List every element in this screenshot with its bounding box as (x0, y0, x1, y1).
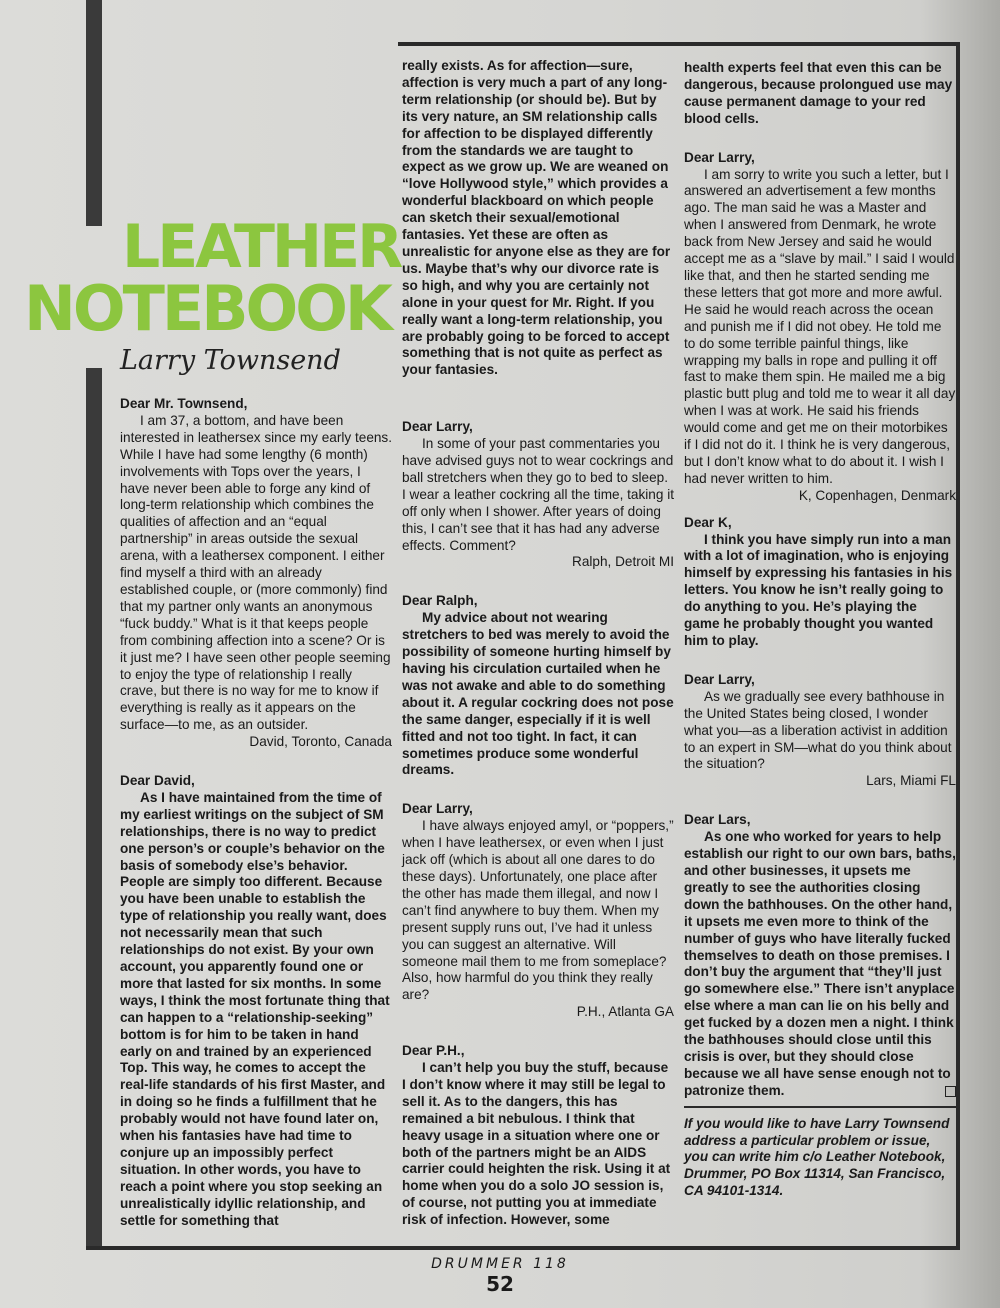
reader-letter: I am 37, a bottom, and have been interested in leathersex since my early teens. While I have had some lengthy (6 month) involvements with Tops over the years, I have never been able to forge any kind of long-term relationship which combines the qualities of affection and an “equal partnership” in areas outside the sexual arena, with a leathersex component. I either find myself a third with an already established couple, or (more commonly) find that my partner only wants an anonymous “fuck buddy.” What is it that keeps people from combining affection into a scene? Or is it just me? I have seen other people seeming to enjoy the type of relationship I really crave, but there is no way for me to know if everything is really as it appears on the surface—to me, as an outsider. (120, 412, 393, 733)
salutation: Dear David, (120, 773, 195, 789)
text-column-3 (684, 60, 956, 1200)
columnist-reply: I can’t help you buy the stuff, because I don’t know where it may still be legal to sell it. As to the dangers, this has remained a bit nebulous. I think that heavy usage in a situation where one or both of the partners might be an AIDS carrier could heighten the risk. Using it at home when you do a solo JO session is, of course, not putting you at immediate risk of infection. However, some (402, 1060, 671, 1228)
footnote-rule (684, 1106, 956, 1108)
column-title-line2: NOTEBOOK (24, 272, 390, 345)
decorative-vertical-bar-top (86, 0, 102, 226)
salutation: Dear Ralph, (402, 593, 478, 609)
columnist-reply (684, 829, 956, 1100)
salutation: Dear Mr. Townsend, (120, 396, 248, 411)
letter-signature: David, Toronto, Canada (249, 734, 392, 750)
column-title-line1: LEATHER (122, 212, 401, 282)
salutation: Dear Larry, (402, 419, 473, 435)
letter-signature: K, Copenhagen, Denmark (798, 487, 956, 503)
decorative-vertical-bar-bottom (86, 368, 102, 1246)
author-byline: Larry Townsend (120, 345, 341, 376)
salutation: Dear Larry, (402, 801, 473, 817)
columnist-reply-continued: health experts feel that even this can be dangerous, because prolongued use may cause permanent damage to your red blood cells. (684, 60, 953, 126)
letter-signature: P.H., Atlanta GA (576, 1004, 674, 1020)
top-rule (398, 42, 958, 46)
letter-signature: Ralph, Detroit MI (572, 554, 674, 570)
reply-text: As one who worked for years to help establish our right to our own bars, baths, and other businesses, it upsets me greatly to see the authorities closing down the bathhouses. On the other hand, it upsets me even more to think of the number of guys who have literally fucked themselves to death on those premises. I don’t buy the argument that “they’ll just go somewhere else.” There isn’t anyplace else where a man can lie on his belly and get fucked by a dozen men a night. I think the bathhouses should close until this crisis is over, but they should close because we all have sense enough not to patronize them. (684, 829, 956, 1098)
text-column-2 (402, 58, 674, 1229)
salutation: Dear K, (684, 514, 732, 530)
letter-signature: Lars, Miami FL (866, 773, 956, 789)
salutation: Dear Larry, (684, 671, 755, 687)
reader-letter: In some of your past commentaries you have advised guys not to wear cockrings and ball stretchers when they go to bed to sleep. I wear a leather cockring all the time, taking it off only when I shower. After years of doing this, I can’t see that it has had any adverse effects. Comment? (402, 436, 675, 553)
bottom-rule (86, 1246, 960, 1250)
salutation: Dear Larry, (684, 149, 755, 165)
columnist-reply: As I have maintained from the time of my earliest writings on the subject of SM relationships, there is no way to predict one person’s or couple’s behavior on the basis of somebody else’s behavior. People are simply too different. Because you have been unable to establish the type of relationship you really want, does not necessarily mean that such relationships do not exist. By your own account, you apparently found one or more that lasted for six months. In some ways, I think the most fortunate thing that can happen to a “relationship-seeking” bottom is for him to be taken in hand early on and trained by an experienced Top. This way, he comes to accept the real-life standards of his first Master, and in doing so he finds a fulfillment that he probably would not have found later on, when his fantasies have had time to conjure up an impossibly perfect situation. In other words, you have to reach a point where you stop seeking an unrealistically idyllic relationship, and settle for something that (120, 789, 390, 1228)
reader-letter: As we gradually see every bathhouse in the United States being closed, I wonder what you—as a liberation activist in addition to an expert in SM—what do you think about the situation? (684, 688, 952, 772)
contact-footnote: If you would like to have Larry Townsend address a particular problem or issue, you can write him c/o Leather Notebook, Drummer, PO Box 11314, San Francisco, CA 94101-1314. (684, 1115, 950, 1199)
reader-letter: I have always enjoyed amyl, or “poppers,” when I have leathersex, or even when I just jack off (which is about all one dares to do these days). Unfortunately, one place after the other has made them illegal, and now I can’t find anywhere to buy them. When my present supply runs out, I’ve had it unless you can suggest an alternative. Will someone mail them to me from someplace? Also, how harmful do you think they really are? (402, 818, 674, 1003)
columnist-reply-continued: really exists. As for affection—sure, affection is very much a part of any long-term relationship (or should be). But by its very nature, an SM relationship calls for affection to be displayed differently from the standards we are taught to expect as we grow up. We are weaned on “love Hollywood style,” which provides a wonderful blackboard on which people can sketch their sexual/emotional fantasies. Yet these are often as unrealistic for anyone else as they are for us. Maybe that’s why our divorce rate is so high, and why you are certainly not alone in your quest for Mr. Right. If you really want a long-term relationship, you are probably going to be forced to accept something that is not quite as perfect as your fantasies. (402, 58, 671, 378)
end-of-article-mark (945, 1086, 956, 1097)
reader-letter: I am sorry to write you such a letter, but I answered an advertisement a few months ago. The man said he was a Master and when I answered from Denmark, he wrote back from New Jersey and said he would accept me as a “slave by mail.” I said I would like that, and then he started sending me these letters that got more and more awful. He said he would reach across the ocean and punish me if I did not obey. He told me to do some terrible painful things, like wrapping my balls in rope and pulling it off fast to make them spin. He mailed me a big plastic butt plug and told me to wear it all day when I was at work. He said his friends would come and get me on their motorbikes if I did not do it. I think he is very dangerous, but I don’t know what to do about it. I wish I had never written to him. (684, 166, 956, 486)
text-column-1 (120, 396, 392, 1230)
columnist-reply: My advice about not wearing stretchers to bed was merely to avoid the possibility of someone hurting himself by having his circulation curtailed when he was not awake and able to do something about it. A regular cockring does not pose the same danger, especially if it is well fitted and not too tight. In fact, it can sometimes produce some wonderful dreams. (402, 610, 674, 778)
page-number: 52 (486, 1272, 514, 1296)
magazine-issue: DRUMMER 118 (431, 1256, 569, 1272)
salutation: Dear Lars, (684, 812, 751, 828)
right-rule (956, 42, 960, 1250)
columnist-reply: I think you have simply run into a man with a lot of imagination, who is enjoying himself by expressing his fantasies in his letters. You know he isn’t really going to do anything to you. He’s playing the game he probably thought you wanted him to play. (684, 531, 953, 648)
salutation: Dear P.H., (402, 1043, 465, 1059)
